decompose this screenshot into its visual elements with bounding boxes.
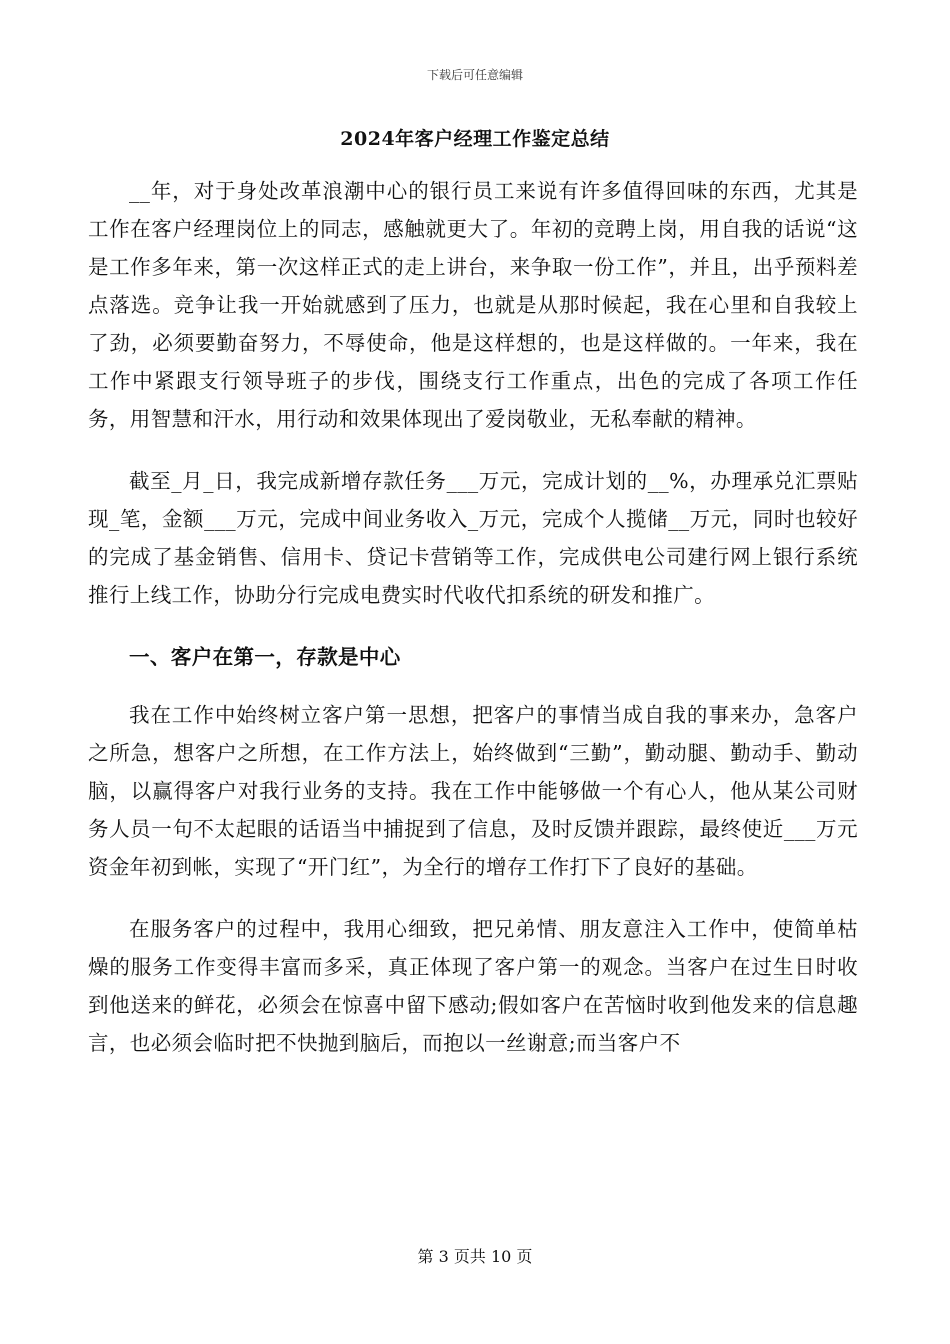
paragraph-achievements: 截至_月_日，我完成新增存款任务___万元，完成计划的__%，办理承兑汇票贴现_笔，金额___万元，完成中间业务收入_万元，完成个人揽储__万元，同时也较好的完成了基金销售、信用卡、贷记卡营销等工作，完成供电公司建行网上银行系统推行上线工作，协助分行完成电费实时代收代扣系统的研发和推广。 xyxy=(88,469,858,607)
page-footer: 第 3 页共 10 页 xyxy=(417,1247,533,1266)
paragraph-customer-first: 我在工作中始终树立客户第一思想，把客户的事情当成自我的事来办，急客户之所急，想客户之所想，在工作方法上，始终做到“三勤”，勤动腿、勤动手、勤动脑，以赢得客户对我行业务的支持。我在工作中能够做一个有心人，他从某公司财务人员一句不太起眼的话语当中捕捉到了信息，及时反馈并跟踪，最终使近___万元资金年初到帐，实现了“开门红”，为全行的增存工作打下了良好的基础。 xyxy=(88,703,858,879)
paragraph-intro: __年，对于身处改革浪潮中心的银行员工来说有许多值得回味的东西，尤其是工作在客户经理岗位上的同志，感触就更大了。年初的竞聘上岗，用自我的话说“这是工作多年来，第一次这样正式的走上讲台，来争取一份工作”，并且，出乎预料差点落选。竞争让我一开始就感到了压力，也就是从那时候起，我在心里和自我较上了劲，必须要勤奋努力，不辱使命，他是这样想的，也是这样做的。一年来，我在工作中紧跟支行领导班子的步伐，围绕支行工作重点，出色的完成了各项工作任务，用智慧和汗水，用行动和效果体现出了爱岗敬业，无私奉献的精神。 xyxy=(88,179,858,431)
document-title: 2024年客户经理工作鉴定总结 xyxy=(340,128,610,150)
document-body xyxy=(88,172,858,1086)
header-note: 下载后可任意编辑 xyxy=(426,68,523,82)
section-heading-customer-first: 一、客户在第一，存款是中心 xyxy=(129,645,401,669)
paragraph-service: 在服务客户的过程中，我用心细致，把兄弟情、朋友意注入工作中，使简单枯燥的服务工作变得丰富而多采，真正体现了客户第一的观念。当客户在过生日时收到他送来的鲜花，必须会在惊喜中留下感动;假如客户在苦恼时收到他发来的信息趣言，也必须会临时把不快抛到脑后，而抱以一丝谢意;而当客户不 xyxy=(88,917,858,1055)
